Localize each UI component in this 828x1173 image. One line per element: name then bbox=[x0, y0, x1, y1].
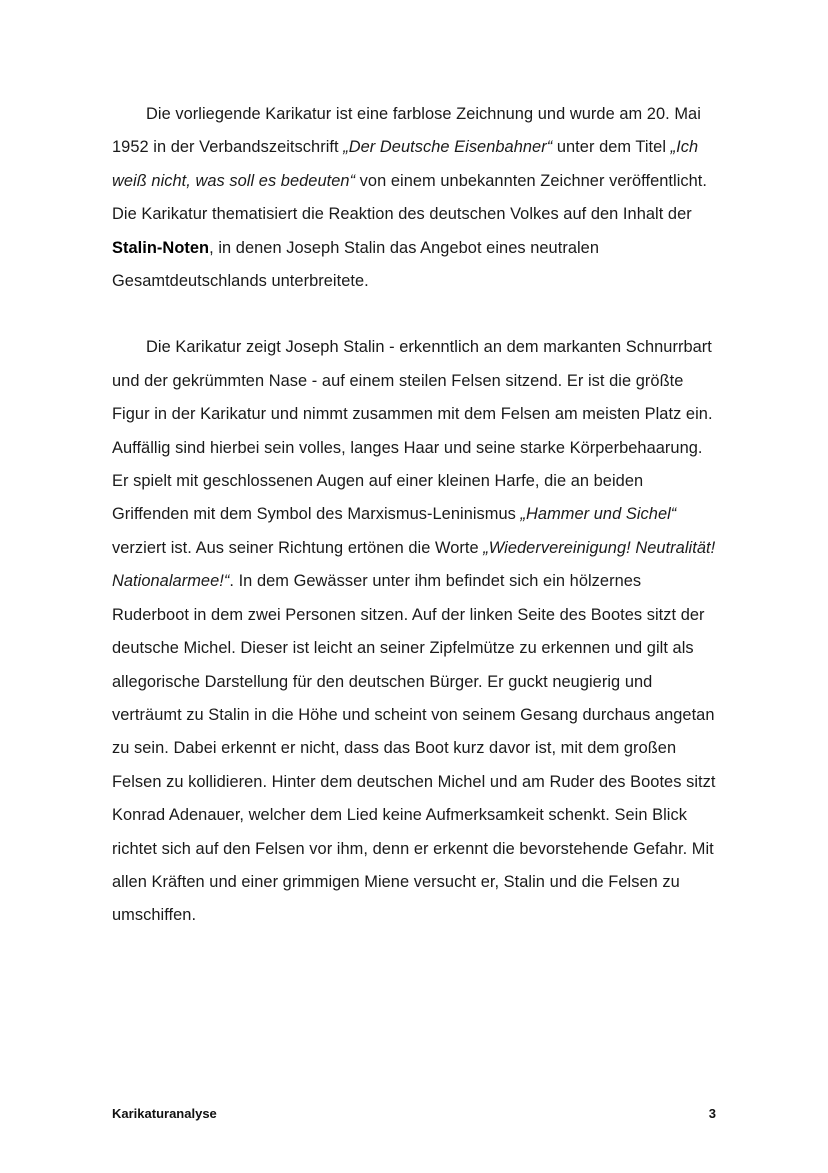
paragraph-description bbox=[112, 331, 718, 932]
page-number: 3 bbox=[708, 1106, 716, 1121]
text-segment: unter dem Titel bbox=[552, 138, 671, 157]
text-segment: Die vorliegende Karikatur ist eine farblose Zeichnung und wurde am 20. Mai 1952 in der Verbandszeitschrift bbox=[112, 105, 701, 157]
cartoon-title: „Ich weiß nicht, was soll es bedeuten“ bbox=[112, 138, 699, 190]
page-footer bbox=[112, 1106, 716, 1121]
text-segment: verziert ist. Aus seiner Richtung ertönen die Worte bbox=[112, 538, 484, 557]
text-segment: von einem unbekannten Zeichner veröffentlicht. Die Karikatur thematisiert die Reaktion des deutschen Volkes auf den Inhalt der bbox=[112, 171, 708, 224]
keyword-stalin-noten: Stalin-Noten bbox=[112, 238, 210, 257]
paragraph-introduction bbox=[112, 98, 718, 298]
text-segment: . In dem Gewässer unter ihm befindet sich ein hölzernes Ruderboot in dem zwei Personen sitzen. Auf der linken Seite des Bootes sitzt der deutsche Michel. Dieser ist leicht an seiner Zipfelmütze zu erkennen und gilt als allegorische Darstellung für den deutschen Bürger. Er guckt neugierig und verträumt zu Stalin in die Höhe und scheint von seinem Gesang durchaus angetan zu sein. Dabei erkennt er nicht, dass das Boot kurz davor ist, mit dem großen Felsen zu kollidieren. Hinter dem deutschen Michel und am Ruder des Bootes sitzt Konrad Adenauer, welcher dem Lied keine Aufmerksamkeit schenkt. Sein Blick richtet sich auf den Felsen vor ihm, denn er erkennt die bevorstehende Gefahr. Mit allen Kräften und einer grimmigen Miene versucht er, Stalin und die Felsen zu umschiffen. bbox=[112, 572, 716, 925]
quote-hammer-sichel: „Hammer und Sichel“ bbox=[520, 505, 677, 524]
quote-wiedervereinigung: „Wiedervereinigung! Neutralität! Nationalarmee!“ bbox=[112, 538, 716, 591]
magazine-title: „Der Deutsche Eisenbahner“ bbox=[343, 138, 553, 157]
text-segment: , in denen Joseph Stalin das Angebot eines neutralen Gesamtdeutschlands unterbreitete. bbox=[112, 238, 600, 291]
text-segment: Die Karikatur zeigt Joseph Stalin - erkenntlich an dem markanten Schnurrbart und der gekrümmten Nase - auf einem steilen Felsen sitzend. Er ist die größte Figur in der Karikatur und nimmt zusammen mit dem Felsen am meisten Platz ein. Auffällig sind hierbei sein volles, langes Haar und seine starke Körperbehaarung. Er spielt mit geschlossenen Augen auf einer kleinen Harfe, die an beiden Griffenden mit dem Symbol des Marxismus-Leninismus bbox=[112, 338, 713, 524]
footer-title: Karikaturanalyse bbox=[112, 1106, 217, 1121]
body-text bbox=[112, 98, 718, 933]
